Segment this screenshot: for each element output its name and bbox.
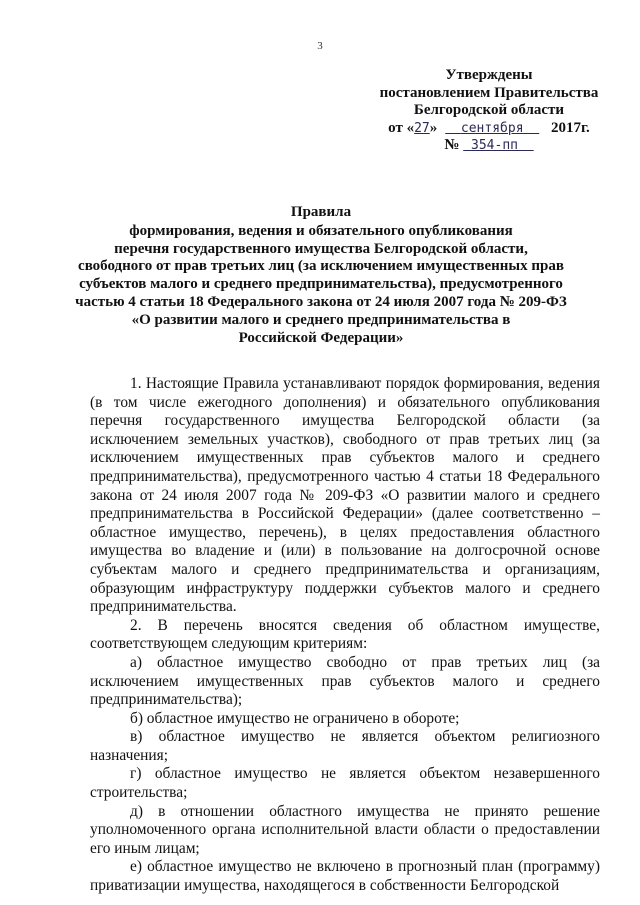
title-line: Российской Федерации»: [238, 329, 404, 346]
approval-date-line: [372, 120, 606, 138]
page-number: 3: [317, 40, 323, 52]
paragraph: 1. Настоящие Правила устанавливают порядок формирования, ведения (в том числе ежегодного дополнения) и обязательного опубликования перечня государственного имущества Белгородской области (за исключением земельных участков), свободного от прав третьих лиц (за исключением имущественных прав субъектов малого и среднего предпринимательства), предусмотренного частью 4 статьи 18 Федерального закона от 24 июля 2007 года № 209-ФЗ «О развитии малого и среднего предпринимательства в Российской Федерации» (далее соответственно – областное имущество, перечень), в целях предоставления областного имущества во владение и (или) в пользование на долгосрочной основе субъектам малого и среднего предпринимательства и организациям, образующим инфраструктуру поддержки субъектов малого и среднего предпринимательства.: [90, 375, 600, 616]
title-line: свободного от прав третьих лиц (за исключением имущественных прав: [78, 258, 564, 275]
date-day: 27: [414, 120, 430, 136]
title-line: «О развитии малого и среднего предпринимательства в: [131, 311, 511, 328]
paragraph: д) в отношении областного имущества не принято решение уполномоченного органа исполнительной власти области о предоставлении его иным лицам;: [90, 802, 600, 857]
approval-block: [372, 67, 606, 155]
title-line: частью 4 статьи 18 Федерального закона от 24 июля 2007 года № 209-ФЗ: [75, 293, 567, 310]
title-heading: Правила: [290, 204, 352, 220]
date-mid: »: [429, 119, 438, 136]
paragraph: в) областное имущество не является объектом религиозного назначения;: [90, 728, 600, 764]
document-body: [90, 375, 600, 896]
date-month: сентября: [460, 120, 524, 136]
approval-line-3: Белгородской области: [413, 102, 565, 118]
paragraph: 2. В перечень вносятся сведения об областном имуществе, соответствующем следующим критериям:: [90, 616, 600, 653]
number-value: 354-пп: [471, 138, 518, 153]
title-line: перечня государственного имущества Белгородской области,: [114, 240, 528, 257]
paragraph: г) областное имущество не является объектом незавершенного строительства;: [90, 765, 600, 802]
approval-number-line: [372, 137, 606, 155]
paragraph: е) областное имущество не включено в прогнозный план (программу) приватизации имущества, находящегося в собственности Белгородской: [90, 858, 600, 895]
number-prefix: №: [444, 137, 460, 153]
date-year: 2017г.: [550, 119, 590, 136]
date-prefix: от «: [388, 119, 415, 136]
title-line: формирования, ведения и обязательного опубликования: [129, 222, 513, 239]
paragraph: а) областное имущество свободно от прав третьих лиц (за исключением имущественных прав субъектов малого и среднего предпринимательства);: [90, 653, 600, 709]
paragraph: б) областное имущество не ограничено в обороте;: [130, 709, 460, 727]
document-title: [60, 204, 582, 347]
title-line: субъектов малого и среднего предпринимательства), предусмотренного: [79, 276, 563, 293]
approval-line-1: Утверждены: [445, 67, 533, 83]
approval-line-2: постановлением Правительства: [379, 84, 599, 101]
